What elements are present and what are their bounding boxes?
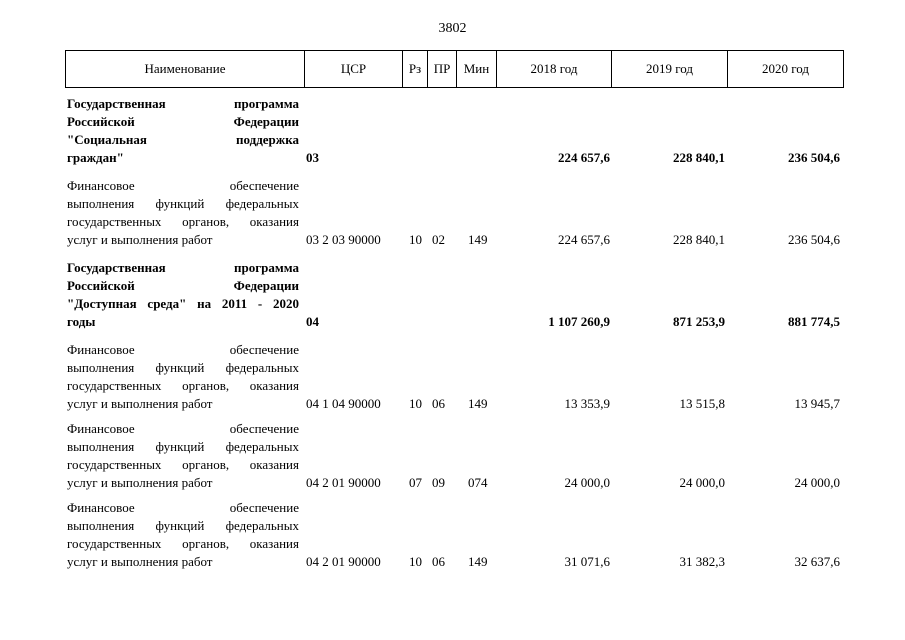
row-csr: 03 <box>306 150 319 165</box>
row-csr: 04 2 01 90000 <box>306 475 381 490</box>
table-row <box>0 177 905 259</box>
row-value-2018: 31 071,6 <box>564 554 610 569</box>
row-name-line: Финансовое обеспечение <box>67 421 299 436</box>
row-value-2018: 1 107 260,9 <box>548 314 610 329</box>
row-name-line: выполнения функций федеральных <box>67 518 299 533</box>
row-name-line: "Доступная среда" на 2011 - 2020 <box>67 296 299 311</box>
table-row <box>0 420 905 499</box>
row-name-line: услуг и выполнения работ <box>67 396 213 411</box>
row-value-2019: 13 515,8 <box>679 396 725 411</box>
row-name-line: Государственная программа <box>67 260 299 275</box>
row-value-2018: 13 353,9 <box>564 396 610 411</box>
row-value-2020: 236 504,6 <box>788 150 840 165</box>
row-name-line: услуг и выполнения работ <box>67 554 213 569</box>
row-value-2020: 32 637,6 <box>794 554 840 569</box>
table-row <box>0 499 905 578</box>
row-csr: 04 2 01 90000 <box>306 554 381 569</box>
row-value-2019: 228 840,1 <box>673 232 725 247</box>
row-value-2020: 236 504,6 <box>788 232 840 247</box>
table-row <box>0 341 905 420</box>
header-2020: 2020 год <box>728 51 844 88</box>
header-rz: Рз <box>403 51 428 88</box>
row-pr: 09 <box>432 475 445 490</box>
header-name: Наименование <box>66 51 305 88</box>
row-name <box>67 420 299 492</box>
header-csr: ЦСР <box>305 51 403 88</box>
header-2018: 2018 год <box>497 51 612 88</box>
row-name <box>67 95 299 167</box>
row-name-line: Финансовое обеспечение <box>67 500 299 515</box>
row-value-2019: 228 840,1 <box>673 150 725 165</box>
row-name <box>67 341 299 413</box>
row-value-2020: 881 774,5 <box>788 314 840 329</box>
row-name-line: Финансовое обеспечение <box>67 342 299 357</box>
row-name-line: государственных органов, оказания <box>67 214 299 229</box>
row-value-2020: 24 000,0 <box>794 475 840 490</box>
row-rz: 10 <box>409 232 422 247</box>
row-pr: 06 <box>432 554 445 569</box>
row-name-line: государственных органов, оказания <box>67 378 299 393</box>
row-min: 149 <box>468 232 488 247</box>
row-min: 149 <box>468 554 488 569</box>
row-name <box>67 499 299 571</box>
table-header <box>65 50 844 88</box>
header-min: Мин <box>457 51 497 88</box>
row-min: 074 <box>468 475 488 490</box>
row-name-line: "Социальная поддержка <box>67 132 299 147</box>
row-name-line: выполнения функций федеральных <box>67 439 299 454</box>
table-row <box>0 259 905 341</box>
row-name-line: государственных органов, оказания <box>67 457 299 472</box>
row-csr: 04 1 04 90000 <box>306 396 381 411</box>
row-value-2020: 13 945,7 <box>794 396 840 411</box>
row-rz: 07 <box>409 475 422 490</box>
row-name-line: Российской Федерации <box>67 114 299 129</box>
row-name-line: годы <box>67 314 96 329</box>
row-name-line: выполнения функций федеральных <box>67 196 299 211</box>
row-value-2018: 224 657,6 <box>558 150 610 165</box>
row-rz: 10 <box>409 554 422 569</box>
row-csr: 03 2 03 90000 <box>306 232 381 247</box>
row-name-line: Государственная программа <box>67 96 299 111</box>
row-csr: 04 <box>306 314 319 329</box>
row-rz: 10 <box>409 396 422 411</box>
row-min: 149 <box>468 396 488 411</box>
row-name-line: услуг и выполнения работ <box>67 232 213 247</box>
header-pr: ПР <box>428 51 457 88</box>
row-name-line: Российской Федерации <box>67 278 299 293</box>
table-row <box>0 95 905 177</box>
row-name-line: услуг и выполнения работ <box>67 475 213 490</box>
header-2019: 2019 год <box>612 51 728 88</box>
row-name <box>67 177 299 249</box>
row-value-2019: 31 382,3 <box>679 554 725 569</box>
row-name-line: Финансовое обеспечение <box>67 178 299 193</box>
row-pr: 06 <box>432 396 445 411</box>
row-name <box>67 259 299 331</box>
page-number: 3802 <box>438 21 467 36</box>
row-value-2019: 871 253,9 <box>673 314 725 329</box>
row-name-line: граждан" <box>67 150 124 165</box>
row-value-2018: 24 000,0 <box>564 475 610 490</box>
row-name-line: выполнения функций федеральных <box>67 360 299 375</box>
row-name-line: государственных органов, оказания <box>67 536 299 551</box>
row-pr: 02 <box>432 232 445 247</box>
row-value-2018: 224 657,6 <box>558 232 610 247</box>
row-value-2019: 24 000,0 <box>679 475 725 490</box>
